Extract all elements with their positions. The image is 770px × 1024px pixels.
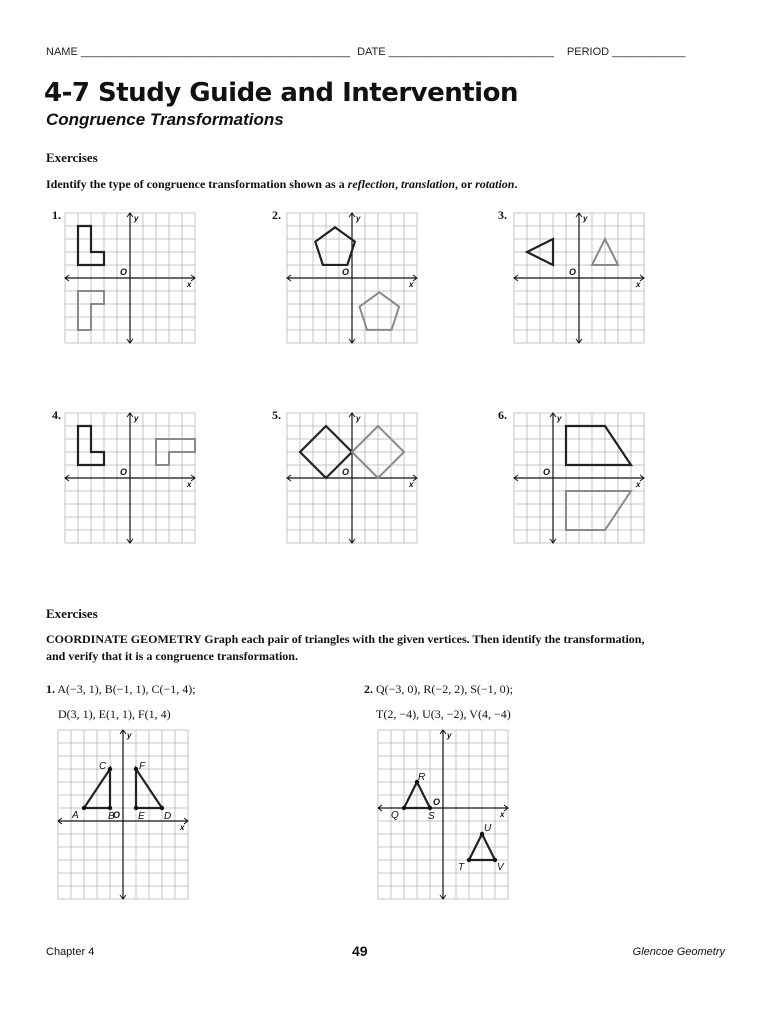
y-axis-label: y xyxy=(134,214,139,223)
vertex-e-label: E xyxy=(138,811,145,822)
vertex-t-label: T xyxy=(458,862,465,873)
exercise-number-3: 3. xyxy=(498,208,507,222)
problem-2-vertices-a: Q(−3, 0), R(−2, 2), S(−1, 0); xyxy=(376,682,513,696)
vertex-t-point xyxy=(467,858,471,862)
problem-2-line-1 xyxy=(364,682,513,697)
option-reflection: reflection xyxy=(347,177,395,191)
exercise-number-1: 1. xyxy=(52,208,61,222)
vertex-r-label: R xyxy=(418,772,426,783)
origin-label: O xyxy=(120,467,128,477)
grid-problem-1 xyxy=(58,730,188,895)
page-subtitle: Congruence Transformations xyxy=(46,110,284,129)
exercise-number-4: 4. xyxy=(52,408,61,422)
x-axis-label: x xyxy=(636,480,641,489)
name-date-period-line xyxy=(46,46,726,58)
vertex-b-point xyxy=(108,806,112,810)
grid-exercise-1 xyxy=(65,213,195,343)
y-axis-label: y xyxy=(356,414,361,423)
name-label: NAME ____________________________________________ xyxy=(46,46,351,58)
vertex-c-label: C xyxy=(99,761,107,772)
exercise-number-5: 5. xyxy=(272,408,281,422)
trapezoid-original xyxy=(566,426,631,465)
instruction-text: Identify the type of congruence transformation shown as a xyxy=(46,177,345,191)
origin-label: O xyxy=(120,267,128,277)
vertex-a-point xyxy=(82,806,86,810)
vertex-c-point xyxy=(108,767,112,771)
vertex-v-label: V xyxy=(497,862,504,873)
instruction-1: Identify the type of congruence transformation shown as a reflection, translation, or rotation. xyxy=(46,177,518,191)
vertex-f-point xyxy=(134,767,138,771)
trapezoid-image xyxy=(566,491,631,530)
problem-2-number: 2. xyxy=(364,682,373,696)
origin-label: O xyxy=(342,267,350,277)
x-axis-label: x xyxy=(500,810,505,819)
grid-exercise-5 xyxy=(287,413,417,543)
exercises-heading-2: Exercises xyxy=(46,606,98,621)
y-axis-label: y xyxy=(134,414,139,423)
y-axis-label: y xyxy=(447,731,452,740)
y-axis-label: y xyxy=(127,731,132,740)
vertex-f-label: F xyxy=(139,761,146,772)
grid-exercise-4 xyxy=(65,413,195,543)
vertex-s-label: S xyxy=(428,811,435,822)
x-axis-label: x xyxy=(636,280,641,289)
vertex-u-label: U xyxy=(484,823,492,834)
grid-exercise-6 xyxy=(514,413,644,543)
vertex-q-point xyxy=(402,806,406,810)
instruction-2: COORDINATE GEOMETRY Graph each pair of triangles with the given vertices. Then identify the transformation, and verify that it is a congruence transformation. xyxy=(46,632,645,663)
footer-publisher: Glencoe Geometry xyxy=(632,946,725,958)
origin-label: O xyxy=(113,810,121,820)
option-translation: translation xyxy=(400,177,456,191)
grid-problem-2 xyxy=(378,730,508,895)
y-axis-label: y xyxy=(356,214,361,223)
vertex-e-point xyxy=(134,806,138,810)
y-axis-label: y xyxy=(557,414,562,423)
vertex-a-label: A xyxy=(72,810,79,821)
pentagon-original xyxy=(315,227,355,265)
option-rotation: rotation xyxy=(475,177,515,191)
footer-chapter: Chapter 4 xyxy=(46,946,95,958)
exercise-number-6: 6. xyxy=(498,408,507,422)
grid-exercise-2 xyxy=(287,213,417,343)
exercises-heading-1: Exercises xyxy=(46,150,98,165)
pentagon-image xyxy=(360,292,400,330)
y-axis-label: y xyxy=(583,214,588,223)
problem-1-line-2: D(3, 1), E(1, 1), F(1, 4) xyxy=(58,707,171,721)
date-label: DATE ___________________________ xyxy=(357,46,554,58)
x-axis-label: x xyxy=(180,823,185,832)
x-axis-label: x xyxy=(409,480,414,489)
problem-1-vertices-a: A(−3, 1), B(−1, 1), C(−1, 4); xyxy=(57,682,196,696)
vertex-d-point xyxy=(160,806,164,810)
origin-label: O xyxy=(569,267,577,277)
origin-label: O xyxy=(433,797,441,807)
problem-1-line-1 xyxy=(46,682,196,697)
page-title: 4-7 Study Guide and Intervention xyxy=(44,78,518,108)
vertex-s-point xyxy=(428,806,432,810)
footer-page-number: 49 xyxy=(352,943,368,959)
period-label: PERIOD ____________ xyxy=(566,46,686,58)
origin-label: O xyxy=(342,467,350,477)
problem-2-line-2: T(2, −4), U(3, −2), V(4, −4) xyxy=(376,707,511,721)
exercise-number-2: 2. xyxy=(272,208,281,222)
vertex-d-label: D xyxy=(164,811,172,822)
origin-label: O xyxy=(543,467,551,477)
vertex-q-label: Q xyxy=(391,810,399,821)
grid-exercise-3 xyxy=(514,213,644,343)
vertex-b-label: B xyxy=(108,811,115,822)
x-axis-label: x xyxy=(187,280,192,289)
problem-1-number: 1. xyxy=(46,682,55,696)
x-axis-label: x xyxy=(187,480,192,489)
x-axis-label: x xyxy=(409,280,414,289)
